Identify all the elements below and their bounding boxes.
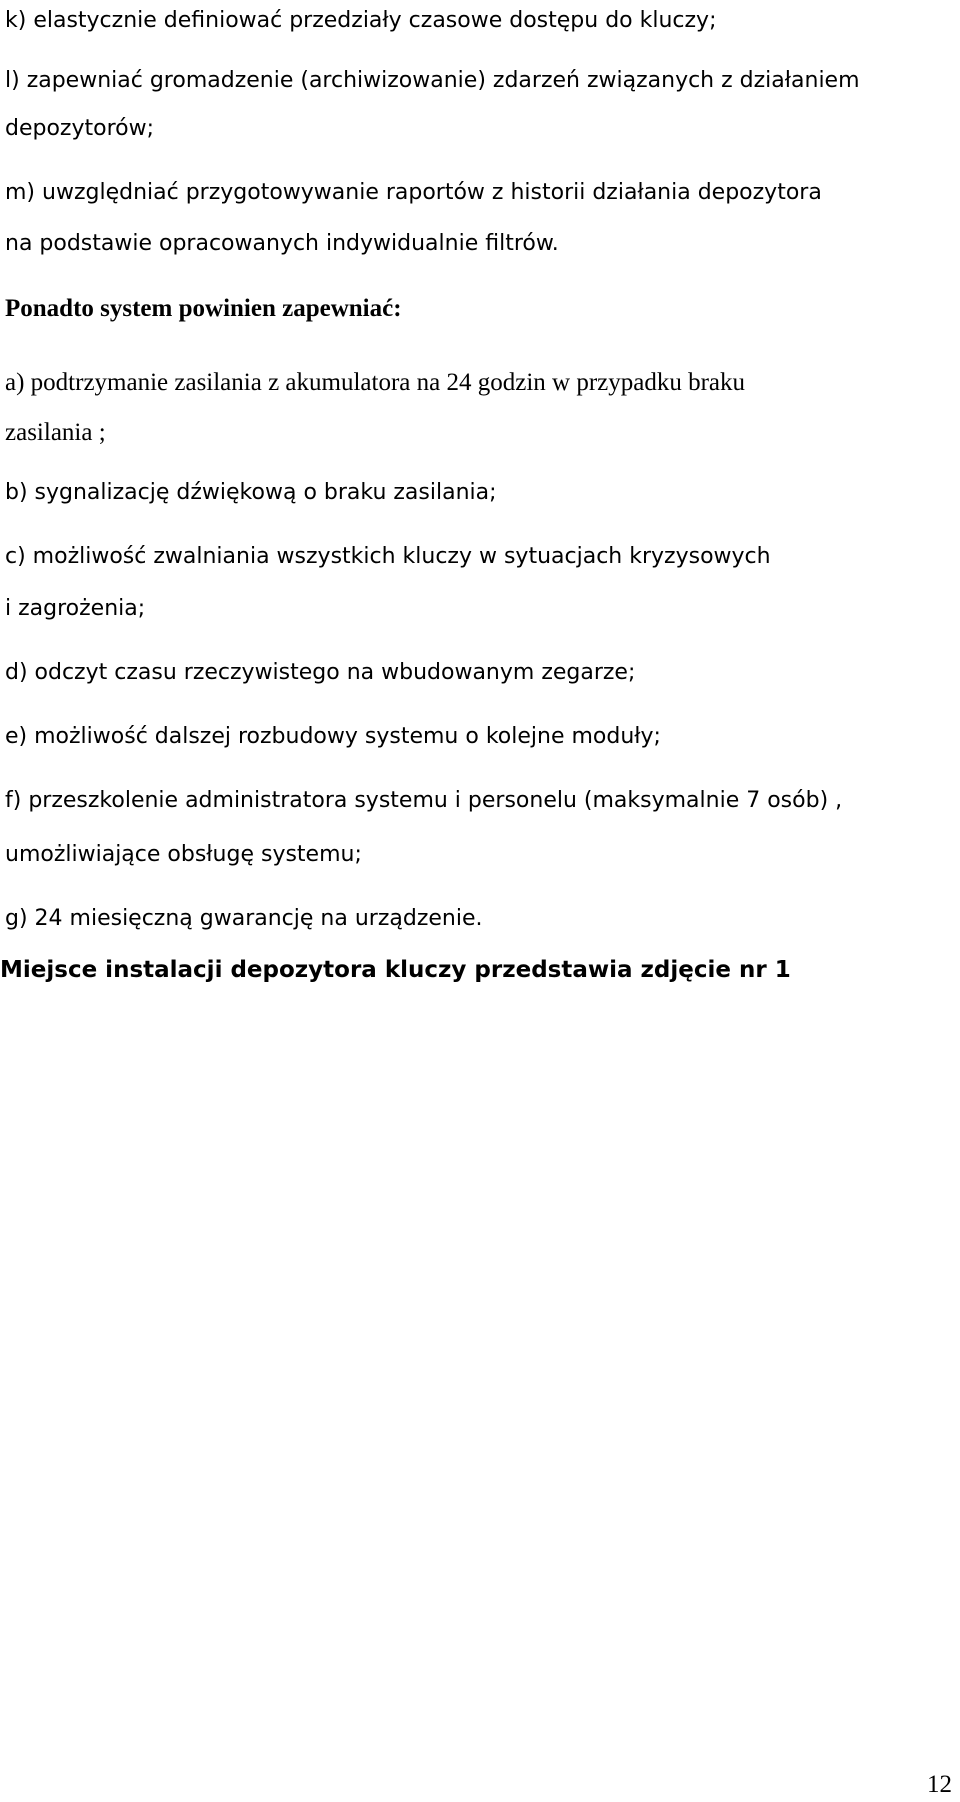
- list-item-e: e) możliwość dalszej rozbudowy systemu o kolejne moduły;: [5, 724, 661, 749]
- section-heading: Ponadto system powinien zapewniać:: [5, 295, 402, 322]
- list-item-g: g) 24 miesięczną gwarancję na urządzenie.: [5, 906, 483, 931]
- list-item-a-line1: a) podtrzymanie zasilania z akumulatora na 24 godzin w przypadku braku: [5, 369, 746, 396]
- page-number: 12: [927, 1771, 952, 1798]
- list-item-m-line1: m) uwzględniać przygotowywanie raportów z historii działania depozytora: [5, 180, 822, 205]
- list-item-a-line2: zasilania ;: [5, 419, 106, 446]
- list-item-c-line1: c) możliwość zwalniania wszystkich kluczy w sytuacjach kryzysowych: [5, 544, 771, 569]
- list-item-b: b) sygnalizację dźwiękową o braku zasilania;: [5, 480, 497, 505]
- list-item-f-line2: umożliwiające obsługę systemu;: [5, 842, 362, 867]
- list-item-c-line2: i zagrożenia;: [5, 596, 146, 621]
- list-item-l-line1: l) zapewniać gromadzenie (archiwizowanie) zdarzeń związanych z działaniem: [5, 68, 860, 93]
- list-item-l-line2: depozytorów;: [5, 116, 155, 141]
- list-item-d: d) odczyt czasu rzeczywistego na wbudowanym zegarze;: [5, 660, 636, 685]
- photo-reference-note: Miejsce instalacji depozytora kluczy przedstawia zdjęcie nr 1: [0, 957, 791, 983]
- list-item-k: k) elastycznie definiować przedziały czasowe dostępu do kluczy;: [5, 8, 717, 33]
- list-item-m-line2: na podstawie opracowanych indywidualnie filtrów.: [5, 231, 559, 256]
- list-item-f-line1: f) przeszkolenie administratora systemu i personelu (maksymalnie 7 osób) ,: [5, 788, 843, 813]
